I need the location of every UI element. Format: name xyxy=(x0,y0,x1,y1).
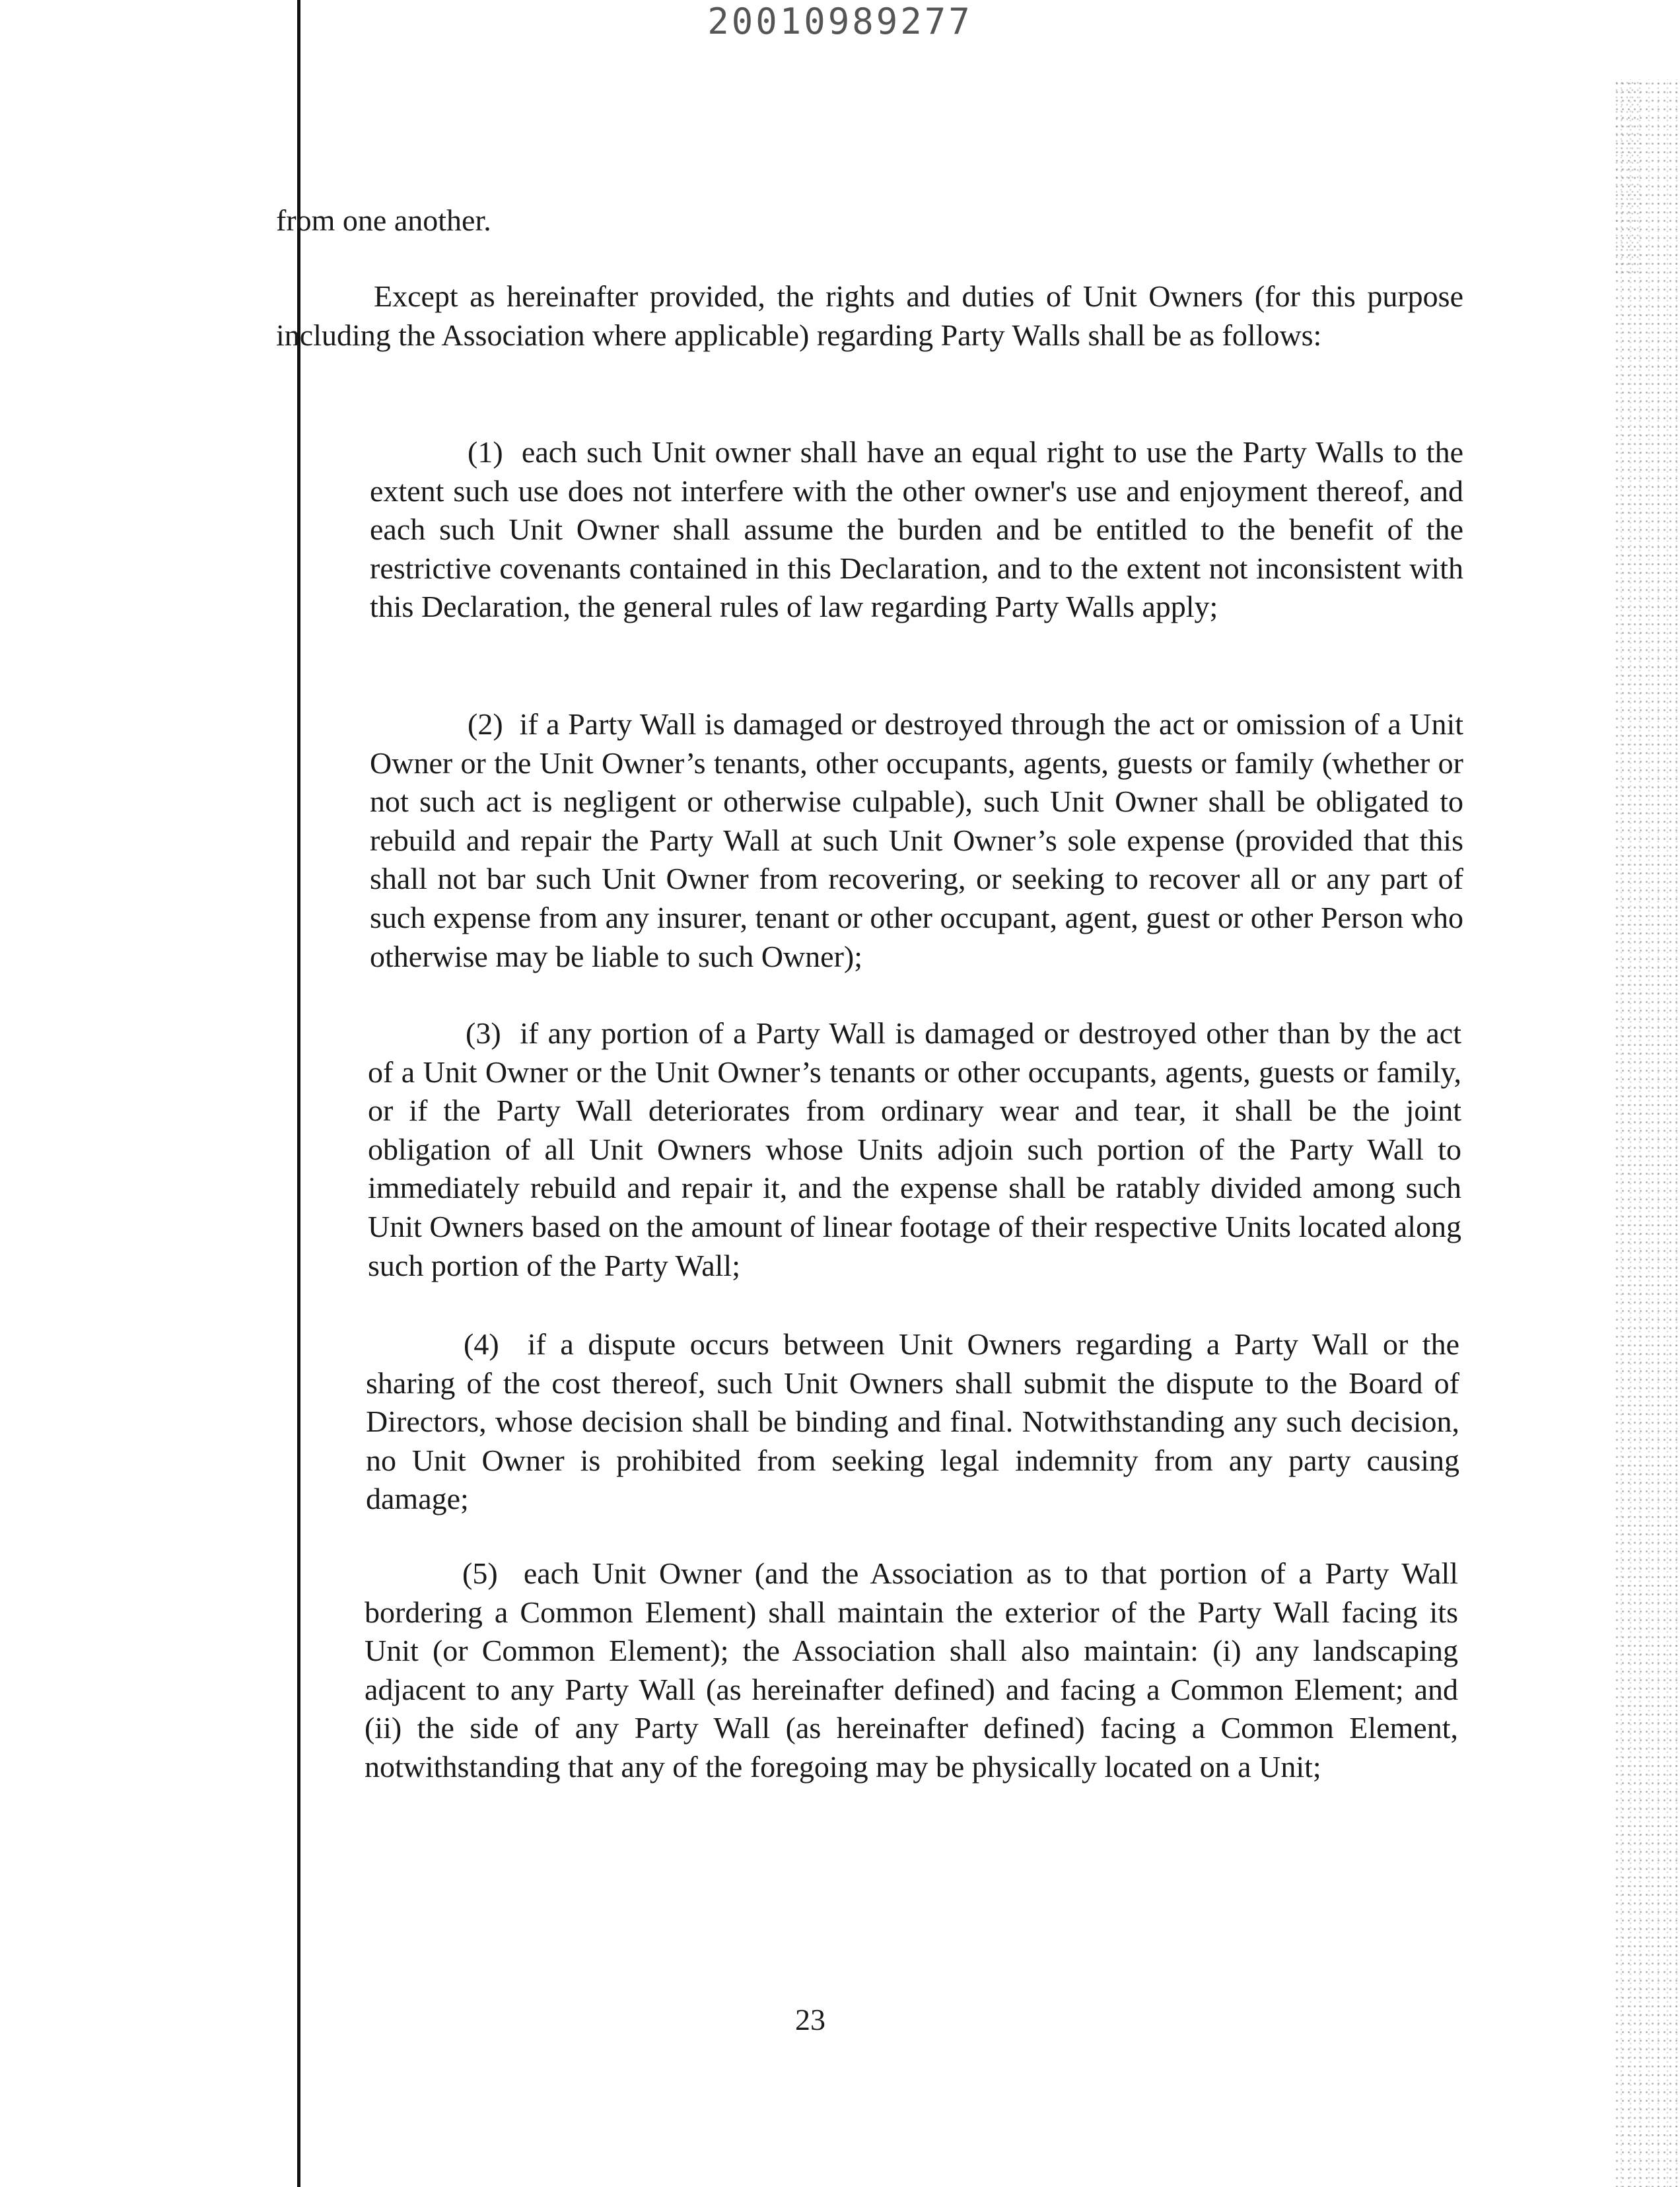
item-number: (3) xyxy=(466,1016,501,1050)
list-item-2 xyxy=(370,705,1463,976)
item-text: each Unit Owner (and the Association as to that portion of a Party Wall bordering a Common Element) shall maintain the exterior of the Party Wall facing its Unit (or Common Element); the Association shall also maintain: (i) any landscaping adjacent to any Party Wall (as hereinafter defined) and facing a Common Element; and (ii) the side of any Party Wall (as hereinafter defined) facing a Common Element, notwithstanding that any of the foregoing may be physically located on a Unit; xyxy=(365,1556,1459,1784)
item-number: (4) xyxy=(464,1327,499,1361)
carryover-text: from one another. xyxy=(276,203,491,237)
list-item-5 xyxy=(365,1554,1458,1787)
item-number: (5) xyxy=(462,1556,498,1590)
item-number: (2) xyxy=(468,707,503,741)
item-number: (1) xyxy=(468,435,503,469)
item-text: if a Party Wall is damaged or destroyed through the act or omission of a Unit Owner or the Unit Owner’s tenants, other occupants, agents, guests or family (whether or not such act is negligent or otherwise culpable), such Unit Owner shall be obligated to rebuild and repair the Party Wall at such Unit Owner’s sole expense (provided that this shall not bar such Unit Owner from recovering, or seeking to recover all or any part of such expense from any insurer, tenant or other occupant, agent, guest or other Person who otherwise may be liable to such Owner); xyxy=(370,707,1464,973)
item-text: if a dispute occurs between Unit Owners regarding a Party Wall or the sharing of the cost thereof, such Unit Owners shall submit the dispute to the Board of Directors, whose decision shall be binding and final. Notwithstanding any such decision, no Unit Owner is prohibited from seeking legal indemnity from any party causing damage; xyxy=(366,1327,1460,1516)
item-text: each such Unit owner shall have an equal right to use the Party Walls to the extent such use does not interfere with the other owner's use and enjoyment thereof, and each such Unit Owner shall assume the burden and be entitled to the benefit of the restrictive covenants contained in this Declaration, and to the extent not inconsistent with this Declaration, the general rules of law regarding Party Walls apply; xyxy=(370,435,1464,624)
document-number: 20010989277 xyxy=(707,1,973,42)
list-item-4 xyxy=(366,1325,1459,1519)
list-item-1 xyxy=(370,433,1463,627)
list-item-3 xyxy=(368,1014,1461,1285)
page-number: 23 xyxy=(795,2003,825,2036)
intro-text: Except as hereinafter provided, the rights and duties of Unit Owners (for this purpose including the Association where applicable) regarding Party Walls shall be as follows: xyxy=(276,279,1463,352)
intro-paragraph xyxy=(276,277,1463,355)
scan-edge-noise xyxy=(1614,79,1680,2187)
scan-edge-noise-top xyxy=(1614,79,1640,277)
item-text: if any portion of a Party Wall is damaged or destroyed other than by the act of a Unit Owner or the Unit Owner’s tenants or other occupants, agents, guests or family, or if the Party Wall deteriorates from ordinary wear and tear, it shall be the joint obligation of all Unit Owners whose Units adjoin such portion of the Party Wall to immediately rebuild and repair it, and the expense shall be ratably divided among such Unit Owners based on the amount of linear footage of their respective Units located along such portion of the Party Wall; xyxy=(368,1016,1462,1282)
